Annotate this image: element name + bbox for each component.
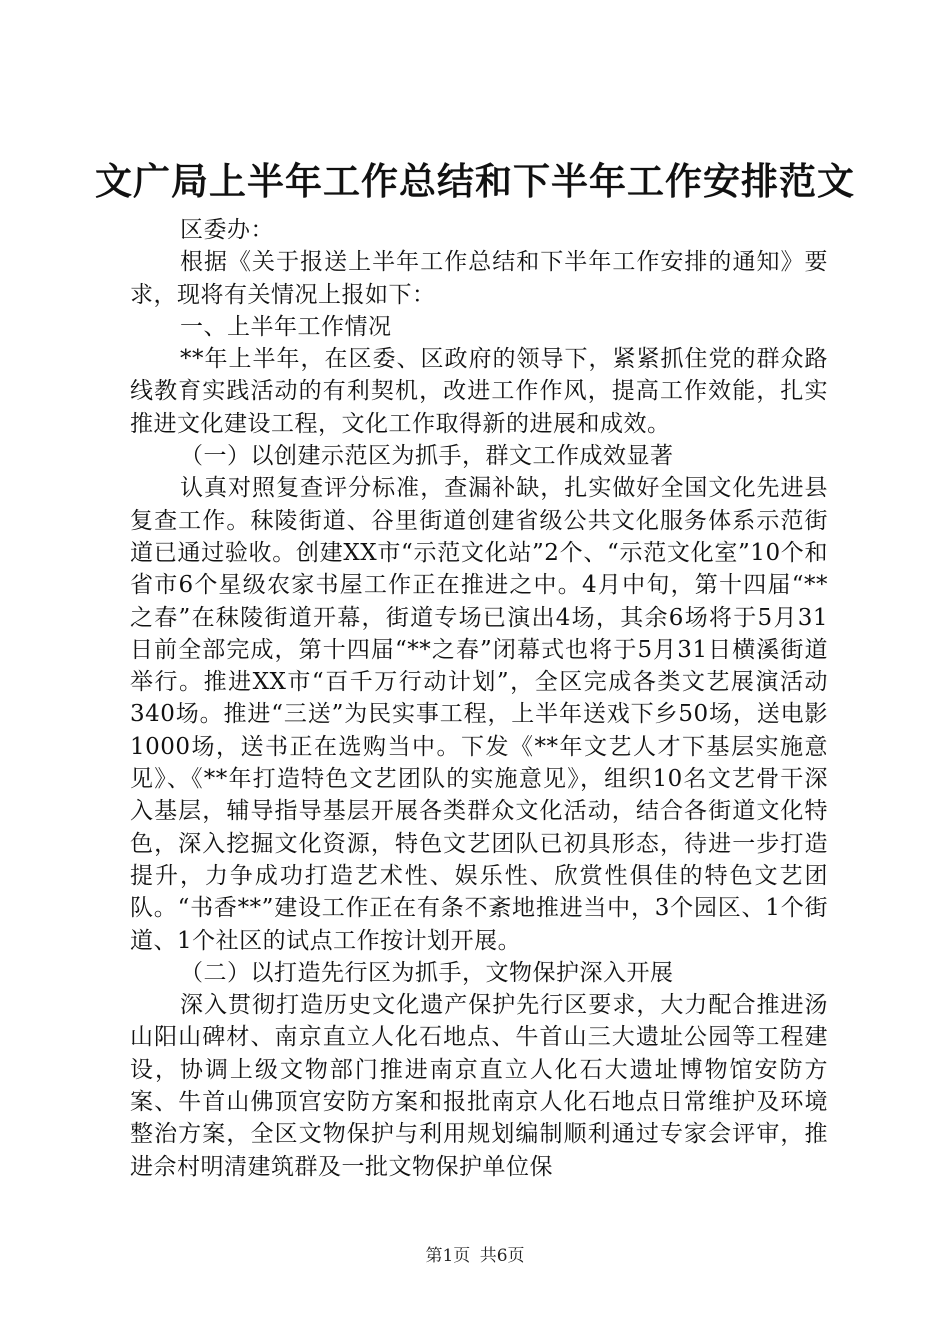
- page-number: 第1页: [425, 1246, 471, 1266]
- subsection-heading: （一）以创建示范区为抓手，群文工作成效显著: [180, 443, 674, 470]
- document-title: 文广局上半年工作总结和下半年工作安排范文: [95, 160, 855, 203]
- document-body: [130, 214, 828, 1183]
- page-total: 共6页: [479, 1246, 525, 1266]
- intro-paragraph: 根据《关于报送上半年工作总结和下半年工作安排的通知》要求，现将有关情况上报如下：: [130, 249, 828, 308]
- section-heading: 一、上半年工作情况: [180, 313, 392, 340]
- subsection-heading: （二）以打造先行区为抓手，文物保护深入开展: [180, 959, 674, 986]
- body-paragraph: 认真对照复查评分标准，查漏补缺，扎实做好全国文化先进县复查工作。秣陵街道、谷里街道创建省级公共文化服务体系示范街道已通过验收。创建XX市“示范文化站”2个、“示范文化室”10个和省市6个星级农家书屋工作正在推进之中。4月中旬，第十四届“**之春”在秣陵街道开幕，街道专场已演出4场，其余6场将于5月31日前全部完成，第十四届“**之春”闭幕式也将于5月31日横溪街道举行。推进XX市“百千万行动计划”，全区完成各类文艺展演活动340场。推进“三送”为民实事工程，上半年送戏下乡50场，送电影1000场，送书正在选购当中。下发《**年文艺人才下基层实施意见》、《**年打造特色文艺团队的实施意见》，组织10名文艺骨干深入基层，辅导指导基层开展各类群众文化活动，结合各街道文化特色，深入挖掘文化资源，特色文艺团队已初具形态，待进一步打造提升，力争成功打造艺术性、娱乐性、欣赏性俱佳的特色文艺团队。“书香**”建设工作正在有条不紊地推进当中，3个园区、1个街道、1个社区的试点工作按计划开展。: [130, 475, 828, 954]
- body-paragraph: **年上半年，在区委、区政府的领导下，紧紧抓住党的群众路线教育实践活动的有利契机，改进工作作风，提高工作效能，扎实推进文化建设工程，文化工作取得新的进展和成效。: [130, 346, 828, 437]
- salutation: 区委办：: [180, 217, 274, 243]
- body-paragraph: 深入贯彻打造历史文化遗产保护先行区要求，大力配合推进汤山阳山碑材、南京直立人化石地点、牛首山三大遗址公园等工程建设，协调上级文物部门推进南京直立人化石大遗址博物馆安防方案、牛首山佛顶宫安防方案和报批南京人化石地点日常维护及环境整治方案，全区文物保护与利用规划编制顺利通过专家会评审，推进佘村明清建筑群及一批文物保护单位保: [130, 992, 828, 1180]
- page-footer: [0, 1245, 950, 1267]
